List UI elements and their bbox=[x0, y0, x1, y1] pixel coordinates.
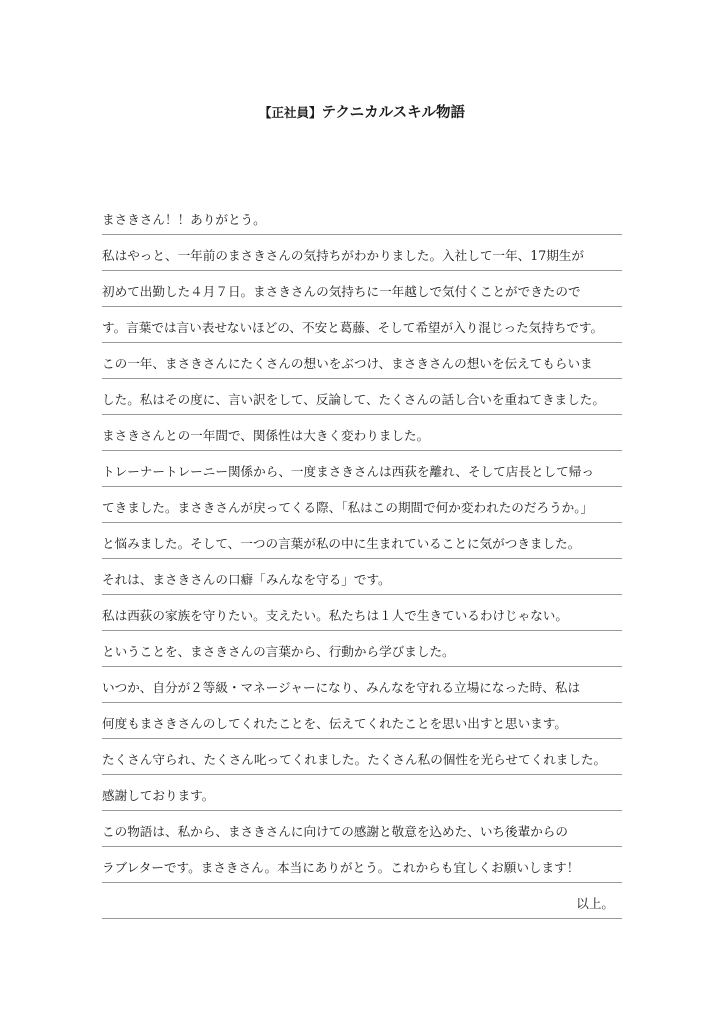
text-line-18: この物語は、私から、まさきさんに向けての感謝と敬意を込めた、いち後輩からの bbox=[102, 811, 622, 847]
text-line-17: 感謝しております。 bbox=[102, 775, 622, 811]
text-line-11: それは、まさきさんの口癖「みんなを守る」です。 bbox=[102, 559, 622, 595]
text-line-8: トレーナートレーニー関係から、一度まさきさんは西荻を離れ、そして店長として帰っ bbox=[102, 451, 622, 487]
text-line-14: いつか、自分が２等級・マネージャーになり、みんなを守れる立場になった時、私は bbox=[102, 667, 622, 703]
text-line-7: まさきさんとの一年間で、関係性は大きく変わりました。 bbox=[102, 415, 622, 451]
title-main: テクニカルスキル物語 bbox=[321, 104, 466, 121]
document-title bbox=[0, 101, 724, 122]
closing-line: 以上。 bbox=[102, 883, 622, 919]
text-line-9: てきました。まさきさんが戻ってくる際、「私はこの期間で何か変われたのだろうか。」 bbox=[102, 487, 622, 523]
text-line-16: たくさん守られ、たくさん叱ってくれました。たくさん私の個性を光らせてくれました。 bbox=[102, 739, 622, 775]
text-line-4: す。言葉では言い表せないほどの、不安と葛藤、そして希望が入り混じった気持ちです。 bbox=[102, 307, 622, 343]
text-line-1: まさきさん！！ありがとう。 bbox=[102, 199, 622, 235]
text-line-5: この一年、まさきさんにたくさんの想いをぶつけ、まさきさんの想いを伝えてもらいま bbox=[102, 343, 622, 379]
title-category: 【正社員】 bbox=[258, 105, 322, 120]
text-line-15: 何度もまさきさんのしてくれたことを、伝えてくれたことを思い出すと思います。 bbox=[102, 703, 622, 739]
text-line-19: ラブレターです。まさきさん。本当にありがとう。これからも宜しくお願いします！ bbox=[102, 847, 622, 883]
text-line-3: 初めて出勤した４月７日。まさきさんの気持ちに一年越しで気付くことができたので bbox=[102, 271, 622, 307]
text-line-12: 私は西荻の家族を守りたい。支えたい。私たちは１人で生きているわけじゃない。 bbox=[102, 595, 622, 631]
text-line-10: と悩みました。そして、一つの言葉が私の中に生まれていることに気がつきました。 bbox=[102, 523, 622, 559]
text-line-6: した。私はその度に、言い訳をして、反論して、たくさんの話し合いを重ねてきました。 bbox=[102, 379, 622, 415]
text-line-2: 私はやっと、一年前のまさきさんの気持ちがわかりました。入社して一年、17期生が bbox=[102, 235, 622, 271]
text-line-13: ということを、まさきさんの言葉から、行動から学びました。 bbox=[102, 631, 622, 667]
ruled-text-body bbox=[102, 199, 622, 919]
